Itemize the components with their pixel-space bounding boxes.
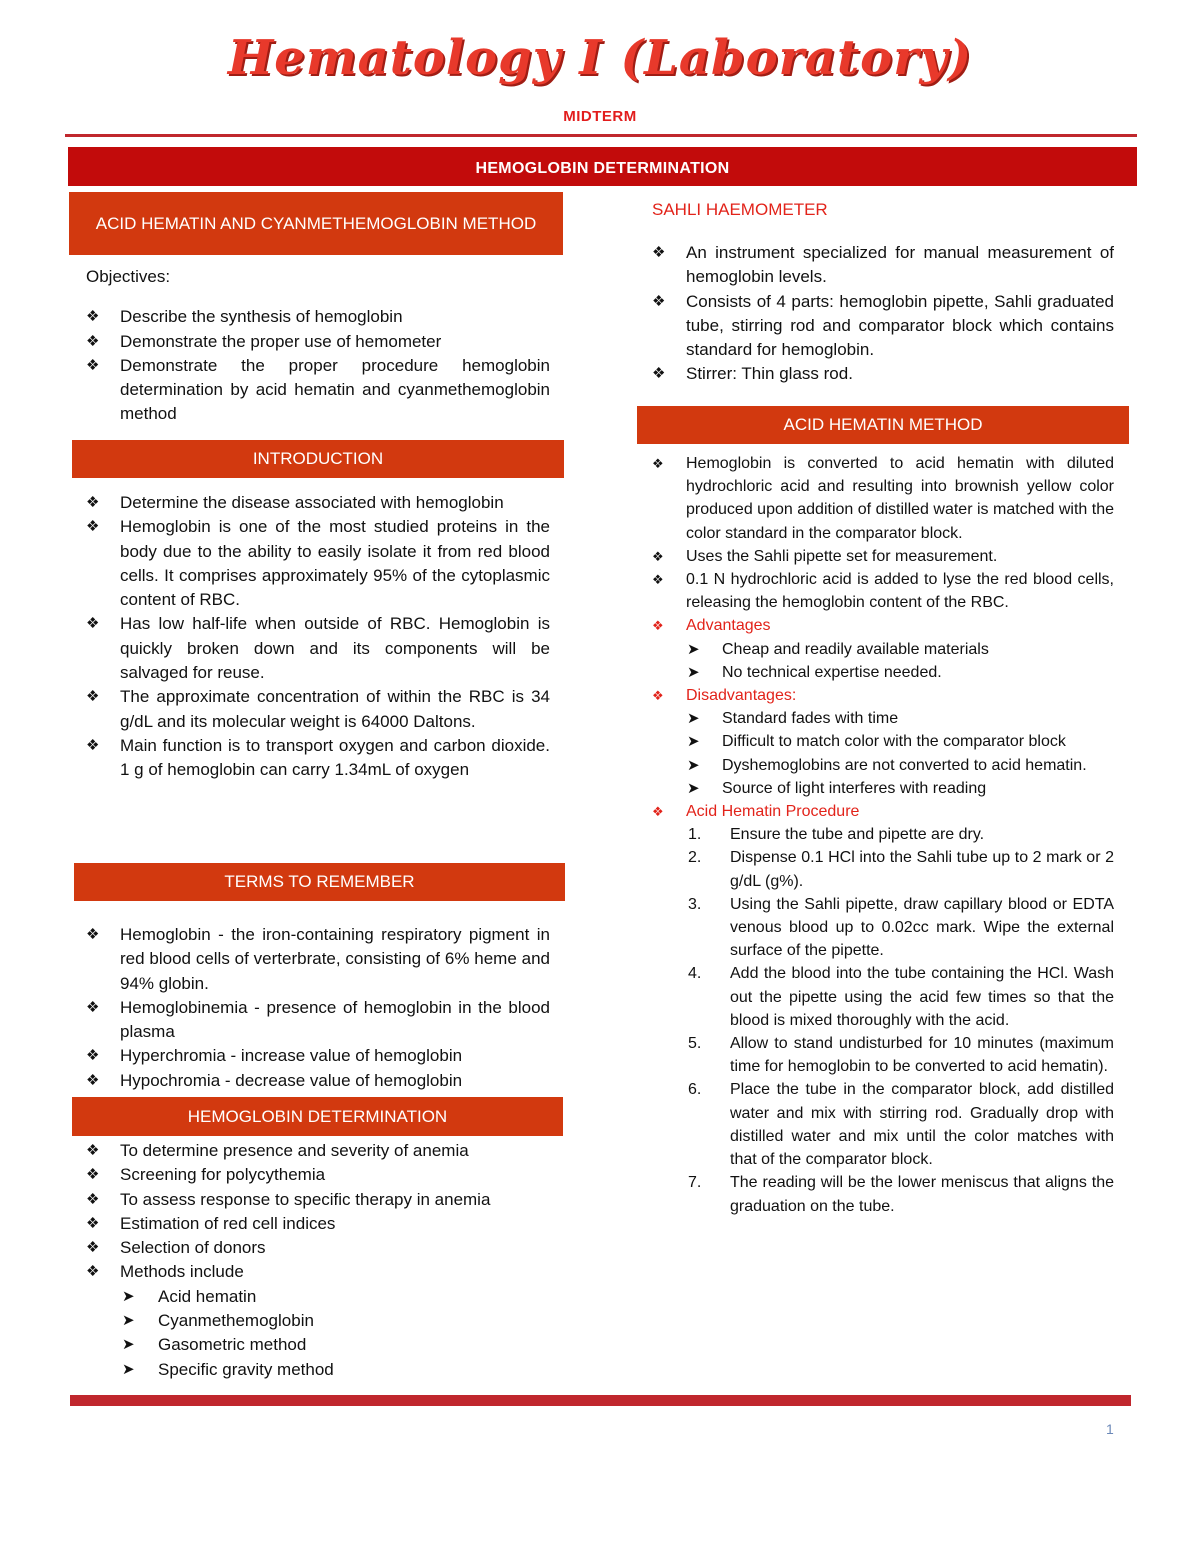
list-item: ❖ The approximate concentration of within the RBC is 34 g/dL and its molecular weight is 64000 Daltons. (86, 687, 550, 731)
diamond-bullet-icon: ❖ (652, 365, 666, 383)
diamond-bullet-icon: ❖ (86, 308, 100, 326)
diamond-bullet-icon: ❖ (652, 548, 664, 564)
top-rule (65, 134, 1137, 137)
list-item: ❖ Hyperchromia - increase value of hemoglobin (70, 1044, 550, 1068)
arrow-bullet-icon: ➤ (687, 733, 700, 751)
procedure-step: 4. Add the blood into the tube containing the HCl. Wash out the pipette using the acid few times so that the blood is mixed thoroughly with the acid. (688, 965, 1114, 1029)
procedure-step: 6. Place the tube in the comparator block, add distilled water and mix with stirring rod. Gradually drop with distilled water and mix until the color matches with that of the comparator block. (688, 1081, 1114, 1169)
diamond-bullet-icon: ❖ (652, 292, 666, 310)
sub-list-item: ➤ Standard fades with time (636, 707, 1114, 730)
list-item: ❖ Demonstrate the proper procedure hemoglobin determination by acid hematin and cyanmethemoglobin method (86, 355, 550, 424)
diamond-bullet-icon: ❖ (652, 618, 664, 634)
list-item: ❖ An instrument specialized for manual measurement of hemoglobin levels. (652, 243, 1114, 287)
sub-list-item: ➤ Gasometric method (70, 1333, 550, 1357)
list-item: ❖ Estimation of red cell indices (70, 1212, 550, 1236)
introduction-section (70, 491, 550, 783)
list-item: ❖ Has low half-life when outside of RBC. Hemoglobin is quickly broken down and its components will be salvaged for reuse. (86, 614, 550, 683)
sub-list-item: ➤ Source of light interferes with reading (636, 777, 1114, 800)
diamond-bullet-icon: ❖ (652, 688, 664, 704)
list-item: ❖ Hemoglobin - the iron-containing respiratory pigment in red blood cells of verterbrate, consisting of 6% heme and 94% globin. (86, 925, 550, 993)
procedure-step: 3. Using the Sahli pipette, draw capillary blood or EDTA venous blood up to 0.02cc mark. Wipe the external surface of the pipette. (688, 895, 1114, 960)
list-item: ❖ Main function is to transport oxygen and carbon dioxide. 1 g of hemoglobin can carry 1.34mL of oxygen (86, 735, 550, 780)
hemoglobin-determination-section (70, 1139, 550, 1382)
sub-list-item: ➤ Difficult to match color with the comparator block (636, 730, 1114, 753)
sub-list-item: ➤ Specific gravity method (70, 1358, 550, 1382)
main-banner: HEMOGLOBIN DETERMINATION (68, 147, 1137, 186)
diamond-bullet-icon: ❖ (86, 688, 100, 706)
procedure-step: 2. Dispense 0.1 HCl into the Sahli tube up to 2 mark or 2 g/dL (g%). (688, 849, 1114, 890)
page-number: 1 (1106, 1421, 1114, 1437)
disadvantages-label: ❖ Disadvantages: (636, 684, 1114, 707)
list-item: ❖ Hemoglobin is one of the most studied proteins in the body due to the ability to easily isolate it from red blood cells. It comprises approximately 95% of the cytoplasmic content of RBC. (86, 517, 550, 610)
sub-list-item: ➤ Acid hematin (70, 1285, 550, 1309)
list-item: ❖ Demonstrate the proper use of hemometer (70, 330, 550, 354)
arrow-bullet-icon: ➤ (122, 1360, 135, 1378)
list-item: ❖ 0.1 N hydrochloric acid is added to lyse the red blood cells, releasing the hemoglobin content of the RBC. (636, 568, 1114, 614)
list-item: ❖ Determine the disease associated with hemoglobin (70, 491, 550, 515)
arrow-bullet-icon: ➤ (122, 1312, 135, 1330)
list-item: ❖ Hemoglobinemia - presence of hemoglobin in the blood plasma (86, 997, 550, 1042)
arrow-bullet-icon: ➤ (687, 663, 700, 681)
list-item: ❖ Uses the Sahli pipette set for measurement. (636, 545, 1114, 568)
diamond-bullet-icon: ❖ (86, 1239, 100, 1257)
diamond-bullet-icon: ❖ (86, 1214, 100, 1232)
sahli-title: SAHLI HAEMOMETER (652, 200, 828, 219)
list-item: ❖ Methods include (70, 1260, 550, 1284)
diamond-bullet-icon: ❖ (86, 1047, 100, 1065)
arrow-bullet-icon: ➤ (122, 1287, 135, 1305)
procedure-step: 5. Allow to stand undisturbed for 10 minutes (maximum time for hemoglobin to be converted to acid hematin). (688, 1035, 1114, 1076)
arrow-bullet-icon: ➤ (687, 640, 700, 658)
arrow-bullet-icon: ➤ (687, 779, 700, 797)
diamond-bullet-icon: ❖ (86, 1071, 100, 1089)
procedure-label: ❖ Acid Hematin Procedure (636, 800, 1114, 823)
objectives-label: Objectives: (86, 267, 171, 286)
procedure-step: 7. The reading will be the lower meniscus that aligns the graduation on the tube. (688, 1174, 1114, 1215)
procedure-step: 1. Ensure the tube and pipette are dry. (688, 826, 985, 844)
list-item: ❖ Consists of 4 parts: hemoglobin pipette, Sahli graduated tube, stirring rod and comparator block which contains standard for hemoglobin. (652, 291, 1114, 360)
sub-list-item: ➤ Dyshemoglobins are not converted to acid hematin. (636, 754, 1114, 777)
document-title: Hematology I (Laboratory) (227, 30, 973, 86)
diamond-bullet-icon: ❖ (86, 356, 100, 374)
diamond-bullet-icon: ❖ (652, 572, 664, 588)
hemoglobin-determination-header: HEMOGLOBIN DETERMINATION (72, 1097, 563, 1136)
acid-hematin-method-header: ACID HEMATIN METHOD (637, 406, 1129, 444)
sahli-section (636, 241, 1114, 387)
acid-hematin-section (636, 452, 1114, 1218)
diamond-bullet-icon: ❖ (652, 244, 666, 261)
list-item: ❖ Hemoglobin is converted to acid hematin with diluted hydrochloric acid and resulting into brownish yellow color produced upon addition of distilled water is matched with the color standard in the comparator block. (636, 452, 1114, 545)
acid-cyan-header: ACID HEMATIN AND CYANMETHEMOGLOBIN METHOD (69, 192, 563, 255)
diamond-bullet-icon: ❖ (86, 518, 100, 536)
sub-list-item: ➤ Cyanmethemoglobin (70, 1309, 550, 1333)
objectives-section (70, 265, 550, 427)
sub-list-item: ➤ No technical expertise needed. (636, 661, 1114, 684)
advantages-label: ❖ Advantages (636, 614, 1114, 637)
sub-list-item: ➤ Cheap and readily available materials (636, 638, 1114, 661)
list-item: ❖ Selection of donors (70, 1236, 550, 1260)
diamond-bullet-icon: ❖ (86, 1166, 100, 1184)
diamond-bullet-icon: ❖ (86, 332, 100, 350)
arrow-bullet-icon: ➤ (687, 756, 700, 774)
diamond-bullet-icon: ❖ (86, 615, 100, 633)
bottom-rule (70, 1395, 1131, 1406)
arrow-bullet-icon: ➤ (687, 710, 700, 728)
diamond-bullet-icon: ❖ (86, 1263, 100, 1281)
diamond-bullet-icon: ❖ (86, 926, 100, 943)
list-item: ❖ Screening for polycythemia (70, 1163, 550, 1187)
list-item: ❖ To determine presence and severity of anemia (70, 1139, 550, 1163)
diamond-bullet-icon: ❖ (86, 998, 100, 1016)
diamond-bullet-icon: ❖ (86, 1142, 100, 1159)
list-item: ❖ Describe the synthesis of hemoglobin (70, 305, 550, 329)
list-item: ❖ Hypochromia - decrease value of hemoglobin (70, 1069, 550, 1093)
list-item: ❖ To assess response to specific therapy in anemia (70, 1188, 550, 1212)
introduction-header: INTRODUCTION (72, 440, 564, 478)
list-item: ❖ Stirrer: Thin glass rod. (636, 362, 1114, 386)
document-subtitle: MIDTERM (563, 108, 637, 125)
diamond-bullet-icon: ❖ (652, 804, 664, 820)
arrow-bullet-icon: ➤ (122, 1336, 135, 1354)
diamond-bullet-icon: ❖ (86, 494, 100, 511)
terms-header: TERMS TO REMEMBER (74, 863, 565, 901)
diamond-bullet-icon: ❖ (86, 736, 100, 754)
diamond-bullet-icon: ❖ (86, 1190, 100, 1208)
terms-section (70, 923, 550, 1093)
diamond-bullet-icon: ❖ (652, 456, 664, 471)
